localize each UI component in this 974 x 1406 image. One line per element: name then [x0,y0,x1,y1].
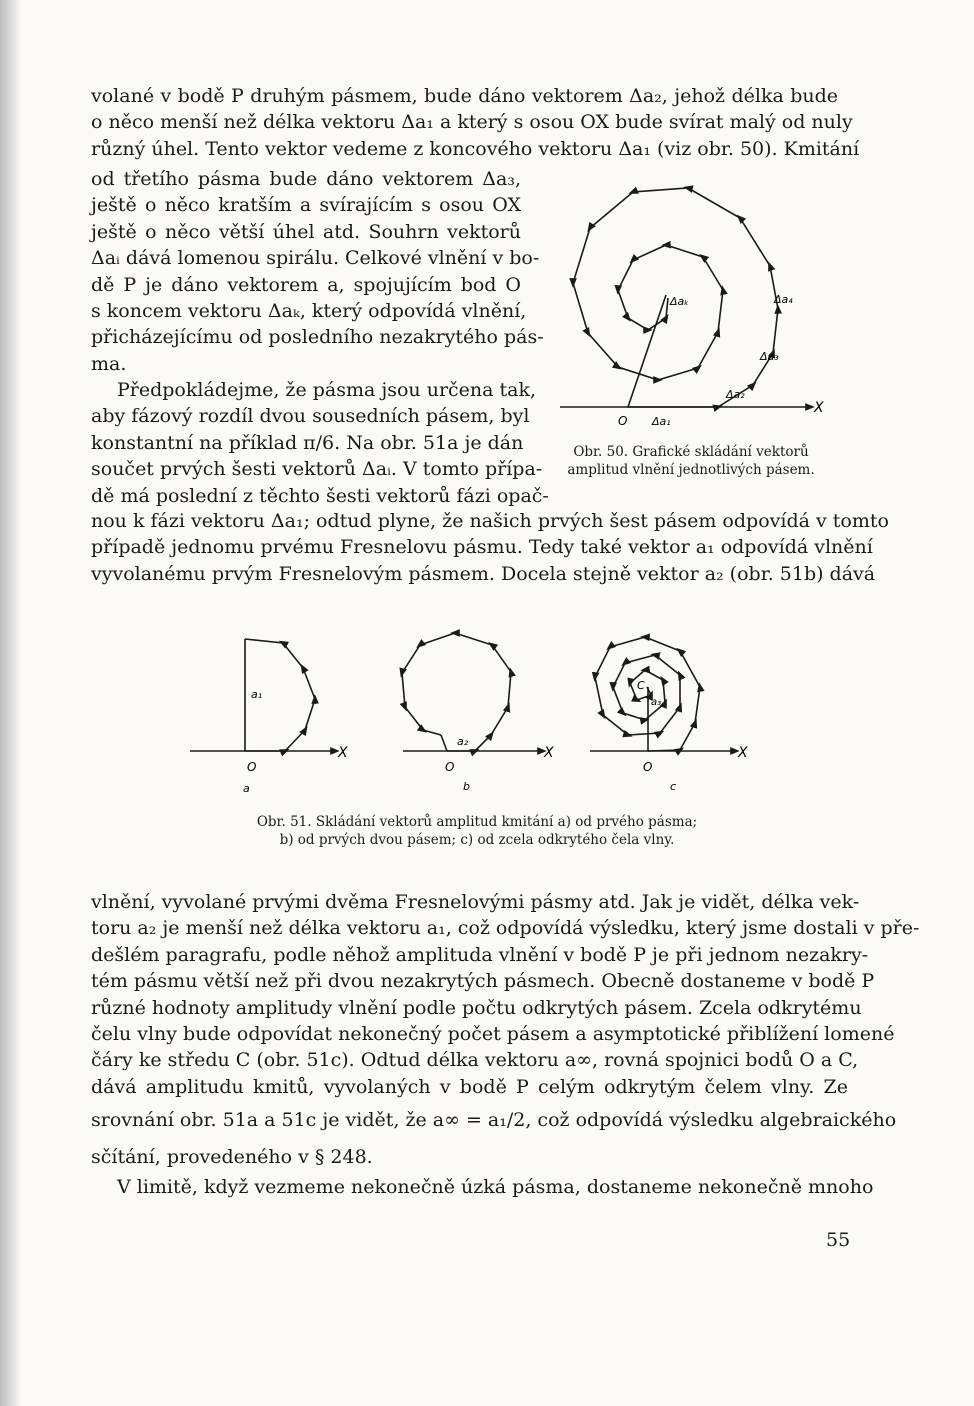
text-line: od třetího pásma bude dáno vektorem Δa₃, [91,168,521,190]
x-axis-label-b: X [544,745,554,761]
label-da1: Δa₁ [652,415,671,428]
text-line: toru a₂ je menší než délka vektoru a₁, což odpovídá výsledku, který jsme dostali v pře- [91,917,920,940]
label-a2: a₂ [457,735,469,748]
sublabel-c: c [670,780,677,793]
text-line: o něco menší než délka vektoru Δa₁ a který s osou OX bude svírat malý od nuly [91,111,853,134]
text-line: aby fázový rozdíl dvou sousedních pásem, byl [91,405,530,428]
label-da4: Δa₄ [774,293,793,306]
x-axis-label: X [814,400,824,416]
figure-50-spiral [548,170,838,440]
origin-label-c: O [643,760,653,774]
origin-label-a: O [247,760,257,774]
text-line: přicházejícímu od posledního nezakrytého pás- [91,326,544,349]
origin-label-b: O [445,760,455,774]
text-line: ještě o něco větší úhel atd. Souhrn vektorů [91,220,521,243]
figure-50-caption [544,443,838,479]
text-line: tém pásmu větší než při dvou nezakrytých pásmech. Obecně dostaneme v bodě P [91,970,875,993]
caption-line: amplitud vlnění jednotlivých pásem. [567,462,815,478]
scan-edge-shadow [0,0,22,1406]
text-line: ma. [91,352,127,375]
caption-line: Obr. 50. Grafické skládání vektorů [573,444,809,460]
sublabel-b: b [463,780,470,793]
sublabel-a: a [243,782,250,795]
label-da2: Δa₂ [726,388,745,401]
text-line: dává amplitudu kmitů, vyvolaných v bodě P celým odkrytým čelem vlny. Ze [91,1075,848,1098]
text-line: případě jednomu prvému Fresnelovu pásmu. Tedy také vektor a₁ odpovídá vlnění [91,536,873,559]
paragraph-mid [91,508,889,587]
text-line: vyvolanému prvým Fresnelovým pásmem. Docela stejně vektor a₂ (obr. 51b) dává [91,562,876,585]
text-line: ještě o něco kratším a svírajícím s osou OX [91,194,521,217]
x-axis-label-a: X [338,745,348,761]
figure-51 [185,625,765,795]
text-line: Předpokládejme, že pásma jsou určena tak, [117,379,537,401]
text-line: nou k fázi vektoru Δa₁; odtud plyne, že našich prvých šest pásem odpovídá v tomto [91,510,889,532]
text-line: čáry ke středu C (obr. 51c). Odtud délka vektoru a∞, rovná spojnici bodů O a C, [91,1049,859,1072]
figure-51-caption [190,813,764,849]
text-line: různé hodnoty amplitudy vlnění podle počtu odkrytých pásem. Zcela odkrytému [91,996,862,1019]
text-line: konstantní na příklad π/6. Na obr. 51a je dán [91,431,524,454]
text-line: srovnání obr. 51a a 51c je vidět, že a∞ = a₁/2, což odpovídá výsledku algebraického [91,1109,897,1132]
text-line: dešlém paragrafu, podle něhož amplituda vlnění v bodě P je při jednom nezakry- [91,943,869,966]
text-line: s koncem vektoru Δaₖ, který odpovídá vlnění, [91,300,527,323]
label-dak: Δaₖ [670,295,689,308]
text-line: součet prvých šesti vektorů Δaᵢ. V tomto přípa- [91,458,543,481]
label-a3: a₃ [651,697,662,708]
text-line: dě má poslední z těchto šesti vektorů fázi opač- [91,484,549,507]
resultant-vector-a [628,295,666,407]
label-a1: a₁ [251,688,263,701]
text-line: volané v bodě P druhým pásmem, bude dáno vektorem Δa₂, jehož délka bude [91,85,838,107]
caption-line: Obr. 51. Skládání vektorů amplitud kmitání a) od prvého pásma; [256,814,698,830]
text-line: čelu vlny bude odpovídat nekonečný počet pásem a asymptotické přiblížení lomené [91,1023,895,1046]
label-center-c: C [637,679,645,692]
x-axis-label-c: X [738,745,748,761]
text-line: Δaᵢ dává lomenou spirálu. Celkové vlnění v bo- [91,247,540,270]
label-da3: Δa₃ [760,350,779,363]
text-line: sčítání, provedeného v § 248. [91,1146,373,1169]
caption-line: b) od prvých dvou pásem; c) od zcela odkrytého čela vlny. [279,832,675,848]
vector-a2 [441,735,447,751]
text-line: vlnění, vyvolané prvými dvěma Fresnelovými pásmy atd. Jak je vidět, délka vek- [91,891,860,913]
page-number: 55 [826,1229,851,1251]
paragraph-bottom [91,889,920,1201]
paragraph-top [91,83,860,162]
origin-label: O [618,414,628,428]
text-line: dě P je dáno vektorem a, spojujícím bod O [91,273,521,296]
text-line: V limitě, když vezmeme nekonečně úzká pásma, dostaneme nekonečně mnoho [117,1176,874,1199]
paragraph-left-column-2 [91,377,549,509]
vector-polyline-b [402,633,511,751]
text-line: různý úhel. Tento vektor vedeme z koncového vektoru Δa₁ (viz obr. 50). Kmitání [91,137,860,160]
paragraph-left-column [91,166,544,377]
